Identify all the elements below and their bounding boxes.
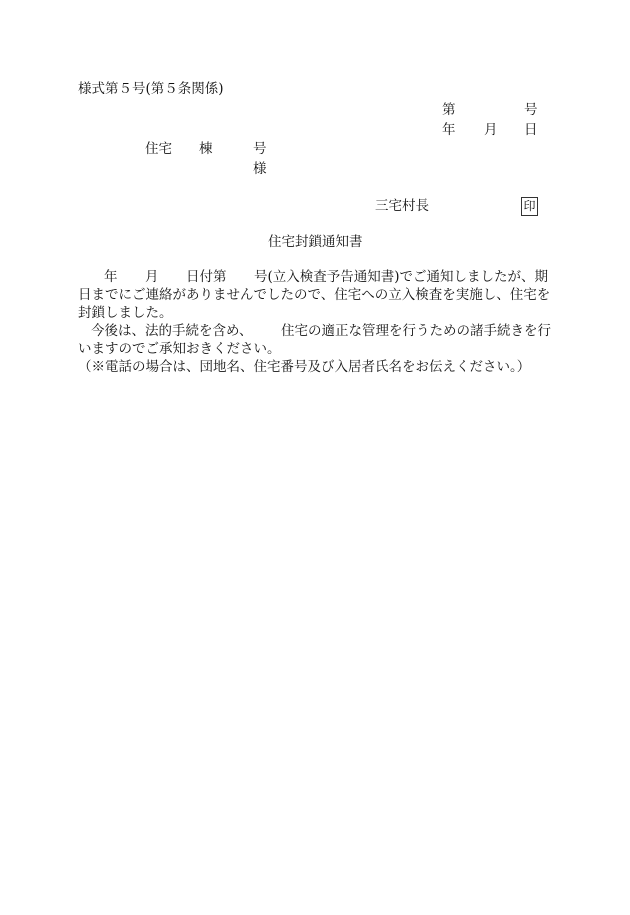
addressee-residence: 住宅 bbox=[145, 141, 172, 157]
document-title: 住宅封鎖通知書 bbox=[268, 234, 363, 250]
body-line-2-text: 日までにご連絡がありませんでしたので、住宅への立入検査を実施し、住宅を bbox=[78, 287, 551, 303]
date-year: 年 bbox=[442, 122, 456, 138]
addressee-building: 棟 bbox=[199, 141, 213, 157]
addressee-number: 号 bbox=[253, 141, 267, 157]
form-number: 様式第５号(第５条関係) bbox=[78, 81, 224, 97]
body-line-5-text: いますのでご承知おきください。 bbox=[78, 341, 281, 357]
body-month: 月 bbox=[145, 269, 159, 285]
document-number-prefix: 第 bbox=[442, 102, 456, 118]
phone-note: （※電話の場合は、団地名、住宅番号及び入居者氏名をお伝えください。） bbox=[78, 359, 531, 375]
body-dated: 日付第 bbox=[186, 269, 227, 285]
body-line-1 bbox=[78, 268, 552, 286]
body-line-4-b: 住宅の適正な管理を行うための諸手続きを行 bbox=[281, 323, 551, 339]
body-line-3 bbox=[78, 304, 552, 322]
date-month: 月 bbox=[484, 122, 498, 138]
date-day: 日 bbox=[524, 122, 538, 138]
body-line-4 bbox=[78, 322, 552, 340]
body-year: 年 bbox=[104, 269, 118, 285]
body-line-5 bbox=[78, 340, 552, 358]
seal-mark: 印 bbox=[521, 197, 538, 216]
body-line-3-text: 封鎖しました。 bbox=[78, 305, 173, 321]
addressee-honorific: 様 bbox=[253, 161, 267, 177]
issuer-name: 三宅村長 bbox=[375, 198, 429, 214]
body-line-2 bbox=[78, 286, 552, 304]
body-line-6 bbox=[78, 358, 552, 376]
document-number-suffix: 号 bbox=[524, 102, 538, 118]
body-line-4-a: 今後は、法的手続を含め、 bbox=[91, 323, 253, 339]
body-line-1-rest: 号(立入検査予告通知書)でご通知しましたが、期 bbox=[254, 269, 549, 285]
notice-body bbox=[78, 268, 552, 376]
